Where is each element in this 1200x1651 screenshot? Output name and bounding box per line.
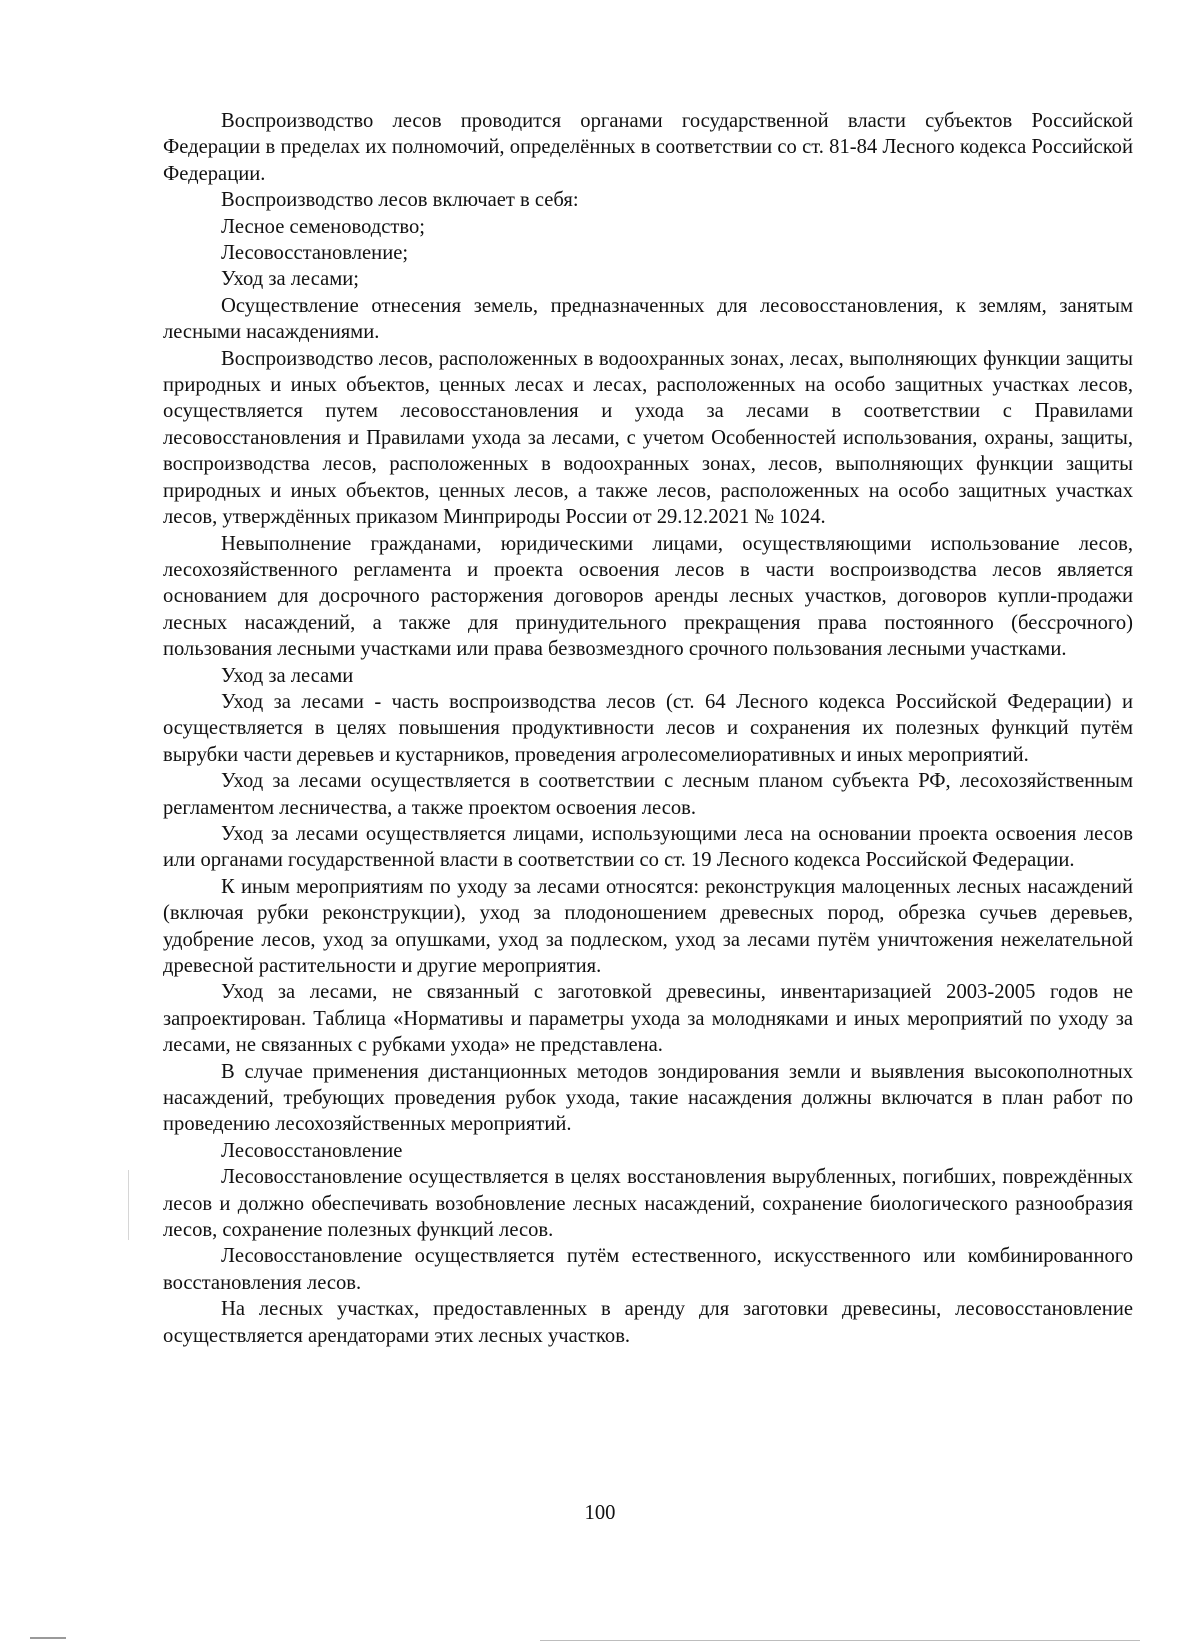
paragraph-reforestation-tenants: На лесных участках, предоставленных в аренду для заготовки древесины, лесовосстановление осуществляется арендаторами этих лесных участков. xyxy=(163,1298,1133,1347)
paragraph-reforestation-purpose: Лесовосстановление осуществляется в целях восстановления вырубленных, погибших, повреждённых лесов и должно обеспечивать возобновление лесных насаждений, сохранение биологического разнообразия лесов, сохранение полезных функций лесов. xyxy=(163,1166,1133,1242)
paragraph-forest-care-performers: Уход за лесами осуществляется лицами, использующими леса на основании проекта освоения лесов или органами государственной власти в соответствии со ст. 19 Лесного кодекса Российской Федерации. xyxy=(163,822,1133,872)
section-heading-forest-care: Уход за лесами xyxy=(221,664,354,687)
paragraph-reproduction-includes: Воспроизводство лесов включает в себя: xyxy=(221,189,579,212)
document-body xyxy=(163,108,1133,1349)
paragraph-forest-care-plan: Уход за лесами осуществляется в соответствии с лесным планом субъекта РФ, лесохозяйственным регламентом лесничества, а также проектом освоения лесов. xyxy=(163,770,1133,819)
page-number: 100 xyxy=(584,1502,616,1524)
paragraph-remote-sensing: В случае применения дистанционных методов зондирования земли и выявления высокополнотных насаждений, требующих проведения рубок ухода, такие насаждения должны включатся в план работ по проведению лесохозяйственных мероприятий. xyxy=(163,1060,1133,1136)
paragraph-non-compliance: Невыполнение гражданами, юридическими лицами, осуществляющими использование лесов, лесохозяйственного регламента и проекта освоения лесов в части воспроизводства лесов является основанием для досрочного расторжения договоров аренды лесных участков, договоров купли-продажи лесных насаждений, а также для принудительного прекращения права постоянного (бессрочного) пользования лесными участками или права безвозмездного срочного пользования лесными участками. xyxy=(163,532,1133,661)
list-item-land-assignment: Осуществление отнесения земель, предназначенных для лесовосстановления, к землям, занятым лесными насаждениями. xyxy=(163,294,1133,344)
paragraph-protected-zones: Воспроизводство лесов, расположенных в водоохранных зонах, лесах, выполняющих функции защиты природных и иных объектов, ценных лесах и лесах, расположенных на особо защитных участках лесов, осуществляется путем лесовосстановления и ухода за лесами в соответствии с Правилами лесовосстановления и Правилами ухода за лесами, с учетом Особенностей использования, охраны, защиты, воспроизводства лесов, расположенных в водоохранных зонах, лесов, выполняющих функции защиты природных и иных объектов, ценных лесов, а также лесов, расположенных на особо защитных участках лесов, утверждённых приказом Минприроды России от 29.12.2021 № 1024. xyxy=(163,347,1133,529)
list-item-seed-production: Лесное семеноводство; xyxy=(221,215,426,238)
section-heading-reforestation: Лесовосстановление xyxy=(221,1139,403,1162)
scan-artifact-line xyxy=(128,1170,129,1240)
paragraph-not-designed: Уход за лесами, не связанный с заготовкой древесины, инвентаризацией 2003-2005 годов не запроектирован. Таблица «Нормативы и параметры ухода за молодняками и иных мероприятий по уходу за лесами, не связанных с рубками ухода» не представлена. xyxy=(163,981,1133,1057)
paragraph-other-measures: К иным мероприятиям по уходу за лесами относятся: реконструкция малоценных лесных насаждений (включая рубки реконструкции), уход за плодоношением древесных пород, обрезка сучьев деревьев, удобрение лесов, уход за опушками, уход за подлеском, уход за лесами путём уничтожения нежелательной древесной растительности и другие мероприятия. xyxy=(163,875,1133,977)
list-item-forest-care: Уход за лесами; xyxy=(221,268,360,291)
scan-artifact-mark xyxy=(30,1637,66,1639)
list-item-reforestation: Лесовосстановление; xyxy=(221,242,409,265)
paragraph-forest-care-definition: Уход за лесами - часть воспроизводства лесов (ст. 64 Лесного кодекса Российской Федерации) и осуществляется в целях повышения продуктивности лесов и сохранения их полезных функций путём вырубки части деревьев и кустарников, проведения агролесомелиоративных и иных мероприятий. xyxy=(163,690,1133,766)
paragraph-reforestation-methods: Лесовосстановление осуществляется путём естественного, искусственного или комбинированного восстановления лесов. xyxy=(163,1245,1133,1294)
scan-artifact-edge xyxy=(540,1640,1140,1641)
paragraph-reproduction-authority: Воспроизводство лесов проводится органами государственной власти субъектов Российской Федерации в пределах их полномочий, определённых в соответствии со ст. 81-84 Лесного кодекса Российской Федерации. xyxy=(163,110,1133,185)
